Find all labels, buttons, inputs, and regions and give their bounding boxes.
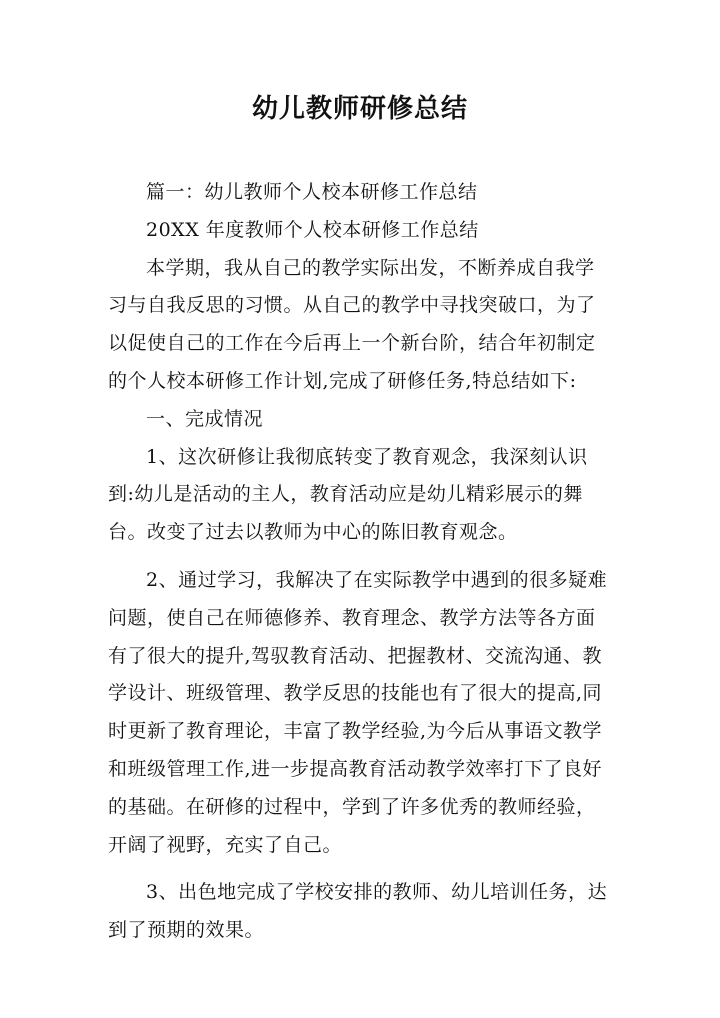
document-title: 幼儿教师研修总结 — [251, 94, 468, 124]
paragraph-heading-2: 20XX 年度教师个人校本研修工作总结 — [146, 218, 479, 241]
section-heading: 一、完成情况 — [146, 407, 264, 430]
paragraph-item-1: 1、这次研修让我彻底转变了教育观念，我深刻认识到:幼儿是活动的主人，教育活动应是幼儿精彩展示的舞台。改变了过去以教师为中心的陈旧教育观念。 — [108, 445, 588, 544]
paragraph-heading-1: 篇一：幼儿教师个人校本研修工作总结 — [146, 181, 478, 203]
document-body — [108, 174, 608, 950]
paragraph-item-3: 3、出色地完成了学校安排的教师、幼儿培训任务，达到了预期的效果。 — [108, 881, 608, 942]
paragraph-item-2: 2、通过学习，我解决了在实际教学中遇到的很多疑难问题，使自己在师德修养、教育理念、教学方法等各方面有了很大的提升,驾驭教育活动、把握教材、交流沟通、教学设计、班级管理、教学反思的技能也有了很大的提高,同时更新了教育理论，丰富了教学经验,为今后从事语文教学和班级管理工作,进一步提高教育活动教学效率打下了良好的基础。在研修的过程中，学到了许多优秀的教师经验，开阔了视野，充实了自己。 — [108, 568, 608, 856]
paragraph-intro: 本学期，我从自己的教学实际出发，不断养成自我学习与自我反思的习惯。从自己的教学中寻找突破口，为了以促使自己的工作在今后再上一个新台阶，结合年初制定的个人校本研修工作计划,完成了研修任务,特总结如下: — [108, 256, 596, 392]
